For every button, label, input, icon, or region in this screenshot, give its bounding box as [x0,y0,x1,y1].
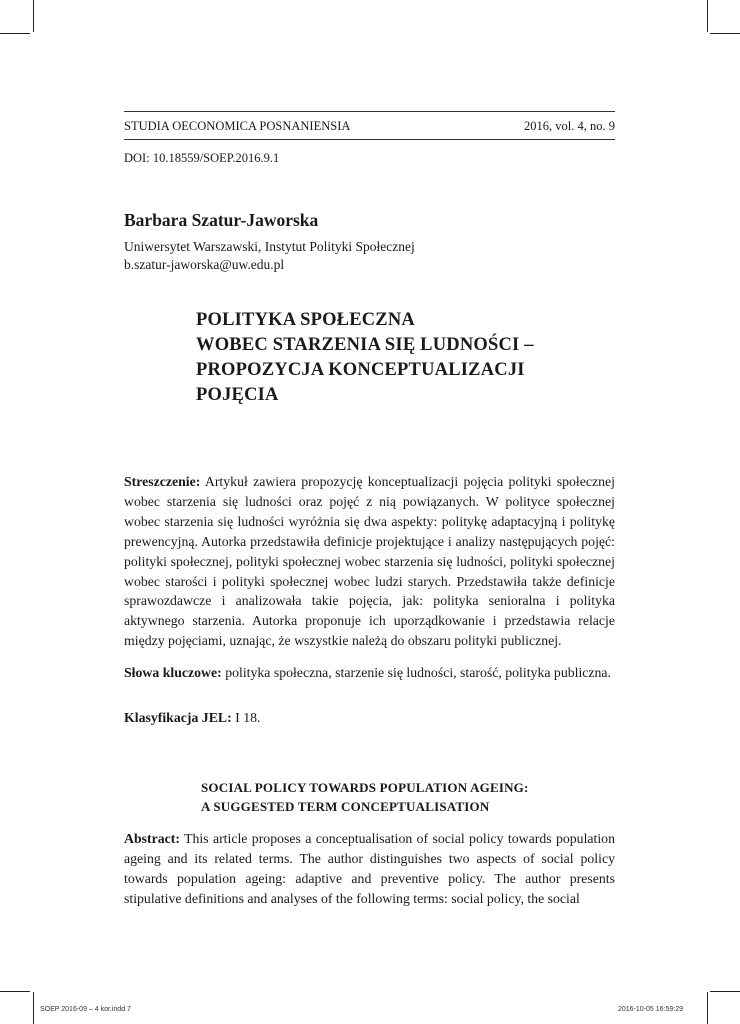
crop-mark [710,991,740,992]
crop-mark [0,33,30,34]
issue-info: 2016, vol. 4, no. 9 [524,119,615,133]
crop-mark [707,0,708,32]
crop-mark [710,33,740,34]
author-affiliation: Uniwersytet Warszawski, Instytut Polityki Społecznej [124,239,415,254]
title-line: PROPOZYCJA KONCEPTUALIZACJI [196,360,525,380]
running-header [124,119,615,134]
abstract-en-text: This article proposes a conceptualisation of social policy towards population ageing and its related terms. The author distinguishes two aspects of social policy towards population ageing: adaptive and preventive policy. The author presents stipulative definitions and analyses of the following terms: social policy, the social [124,831,615,906]
crop-mark [33,992,34,1024]
title-line: WOBEC STARZENIA SIĘ LUDNOŚCI – [196,335,534,355]
keywords-pl [124,663,615,683]
article-title-en [201,778,529,816]
title-line: POLITYKA SPOŁECZNA [196,310,415,330]
crop-mark [707,992,708,1024]
author-name: Barbara Szatur-Jaworska [124,210,319,230]
author-block [124,238,415,274]
article-title-pl [196,308,616,408]
title-line: POJĘCIA [196,385,279,405]
keywords-pl-label: Słowa kluczowe: [124,665,222,680]
crop-mark [0,991,30,992]
doi: DOI: 10.18559/SOEP.2016.9.1 [124,151,280,165]
journal-name: STUDIA OECONOMICA POSNANIENSIA [124,119,351,133]
abstract-pl-label: Streszczenie: [124,474,201,489]
slug-right: 2016-10-05 16:59:29 [618,1006,683,1013]
jel-label: Klasyfikacja JEL: [124,710,232,725]
abstract-en-label: Abstract: [124,831,180,846]
abstract-pl [124,472,615,651]
slug-left: SOEP 2016-09 – 4 kor.indd 7 [40,1006,131,1013]
title-line: A SUGGESTED TERM CONCEPTUALISATION [201,799,490,814]
crop-mark [33,0,34,32]
jel-text: I 18. [235,710,261,725]
abstract-en [124,829,615,909]
author-email[interactable]: b.szatur-jaworska@uw.edu.pl [124,257,285,272]
abstract-pl-text: Artykuł zawiera propozycję konceptualizacji pojęcia polityki społecznej wobec starzenia się ludności oraz pojęć z nią powiązanych. W polityce społecznej wobec starzenia się ludności wyróżnia się dwa aspekty: politykę adaptacyjną i politykę prewencyjną. Autorka przedstawiła definicje projektujące i analizy następujących pojęć: polityki społecznej, polityki społecznej wobec starzenia się ludności, polityki społecznej wobec starości i polityki społecznej wobec ludzi starych. Przedstawiła także definicje sprawozdawcze i analizowała takie pojęcia, jak: polityka senioralna i polityka aktywnego starzenia. Autorka proponuje ich uporządkowanie i przedstawia relacje między pojęciami, uznając, że wszystkie należą do obszaru polityki publicznej. [124,474,615,649]
header-rule-bottom [124,139,615,140]
keywords-pl-text: polityka społeczna, starzenie się ludności, starość, polityka publiczna. [225,665,612,680]
title-line: SOCIAL POLICY TOWARDS POPULATION AGEING: [201,780,529,795]
header-rule-top [124,111,615,112]
jel-classification [124,708,615,728]
